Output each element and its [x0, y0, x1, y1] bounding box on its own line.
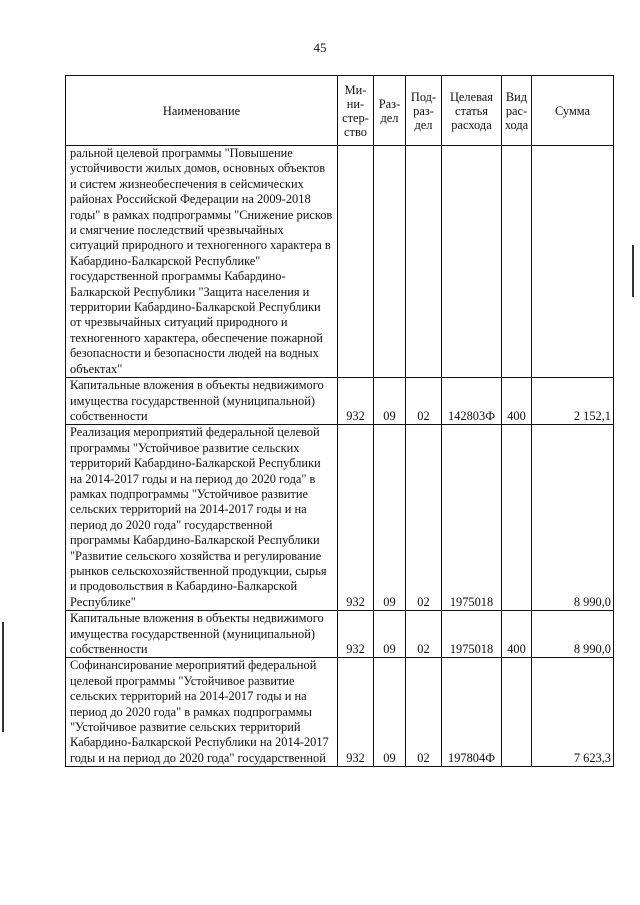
table-row: [66, 378, 614, 425]
row-target: 142803Ф: [442, 378, 502, 425]
header-name: Наименование: [66, 76, 338, 146]
scan-margin-mark: [2, 622, 7, 732]
row-ministry: 932: [338, 611, 374, 658]
row-podrazdel: 02: [406, 611, 442, 658]
row-target: 1975018: [442, 425, 502, 611]
table-header-row: [66, 76, 614, 146]
row-sum: 7 623,3: [532, 658, 614, 767]
budget-table: [65, 75, 614, 767]
row-name: Реализация мероприятий федеральной целевой программы "Устойчивое развитие сельских территорий Кабардино-Балкарской Республики на 2014-2017 годы и на период до 2020 года" в рамках подпрограммы "Устойчивое развитие сельских территорий на 2014-2017 годы и на период до 2020 года" государственной программы Кабардино-Балкарской Республики "Развитие сельского хозяйства и регулирование рынков сельскохозяйственной продукции, сырья и продовольствия в Кабардино-Балкарской Республике": [66, 425, 338, 611]
row-sum: 8 990,0: [532, 611, 614, 658]
row-podrazdel: 02: [406, 425, 442, 611]
row-sum: 2 152,1: [532, 378, 614, 425]
row-vid: [502, 658, 532, 767]
table-row: [66, 611, 614, 658]
row-razdel: 09: [374, 658, 406, 767]
row-name: Капитальные вложения в объекты недвижимого имущества государственной (муниципальной) собственности: [66, 378, 338, 425]
row-vid: 400: [502, 378, 532, 425]
row-podrazdel: 02: [406, 658, 442, 767]
header-vid: Вид рас- хода: [502, 76, 532, 146]
row-razdel: [374, 146, 406, 378]
row-podrazdel: 02: [406, 378, 442, 425]
row-vid: [502, 425, 532, 611]
row-razdel: 09: [374, 378, 406, 425]
row-sum: [532, 146, 614, 378]
header-ministry: Ми- ни- стер- ство: [338, 76, 374, 146]
row-target: 197804Ф: [442, 658, 502, 767]
header-razdel: Раз- дел: [374, 76, 406, 146]
row-podrazdel: [406, 146, 442, 378]
row-razdel: 09: [374, 425, 406, 611]
row-target: [442, 146, 502, 378]
scan-margin-mark: [632, 245, 634, 297]
header-sum: Сумма: [532, 76, 614, 146]
row-razdel: 09: [374, 611, 406, 658]
header-podrazdel: Под- раз- дел: [406, 76, 442, 146]
table-row: [66, 425, 614, 611]
row-ministry: 932: [338, 425, 374, 611]
row-target: 1975018: [442, 611, 502, 658]
row-name: Капитальные вложения в объекты недвижимого имущества государственной (муниципальной) собственности: [66, 611, 338, 658]
table-row: [66, 658, 614, 767]
row-vid: [502, 146, 532, 378]
table-row: [66, 146, 614, 378]
row-ministry: 932: [338, 378, 374, 425]
row-ministry: 932: [338, 658, 374, 767]
row-vid: 400: [502, 611, 532, 658]
row-name: ральной целевой программы "Повышение устойчивости жилых домов, основных объектов и систем жизнеобеспечения в сейсмических районах Российской Федерации на 2009-2018 годы" в рамках подпрограммы "Снижение рисков и смягчение последствий чрезвычайных ситуаций природного и техногенного характера в Кабардино-Балкарской Республике" государственной программы Кабардино-Балкарской Республики "Защита населения и территории Кабардино-Балкарской Республики от чрезвычайных ситуаций природного и техногенного характера, обеспечение пожарной безопасности и безопасности людей на водных объектах": [66, 146, 338, 378]
header-target: Целевая статья расхода: [442, 76, 502, 146]
row-ministry: [338, 146, 374, 378]
row-name: Софинансирование мероприятий федеральной целевой программы "Устойчивое развитие сельских территорий на 2014-2017 годы и на период до 2020 года" в рамках подпрограммы "Устойчивое развитие сельских территорий Кабардино-Балкарской Республики на 2014-2017 годы и на период до 2020 года" государственной: [66, 658, 338, 767]
page-number: 45: [313, 40, 327, 55]
row-sum: 8 990,0: [532, 425, 614, 611]
